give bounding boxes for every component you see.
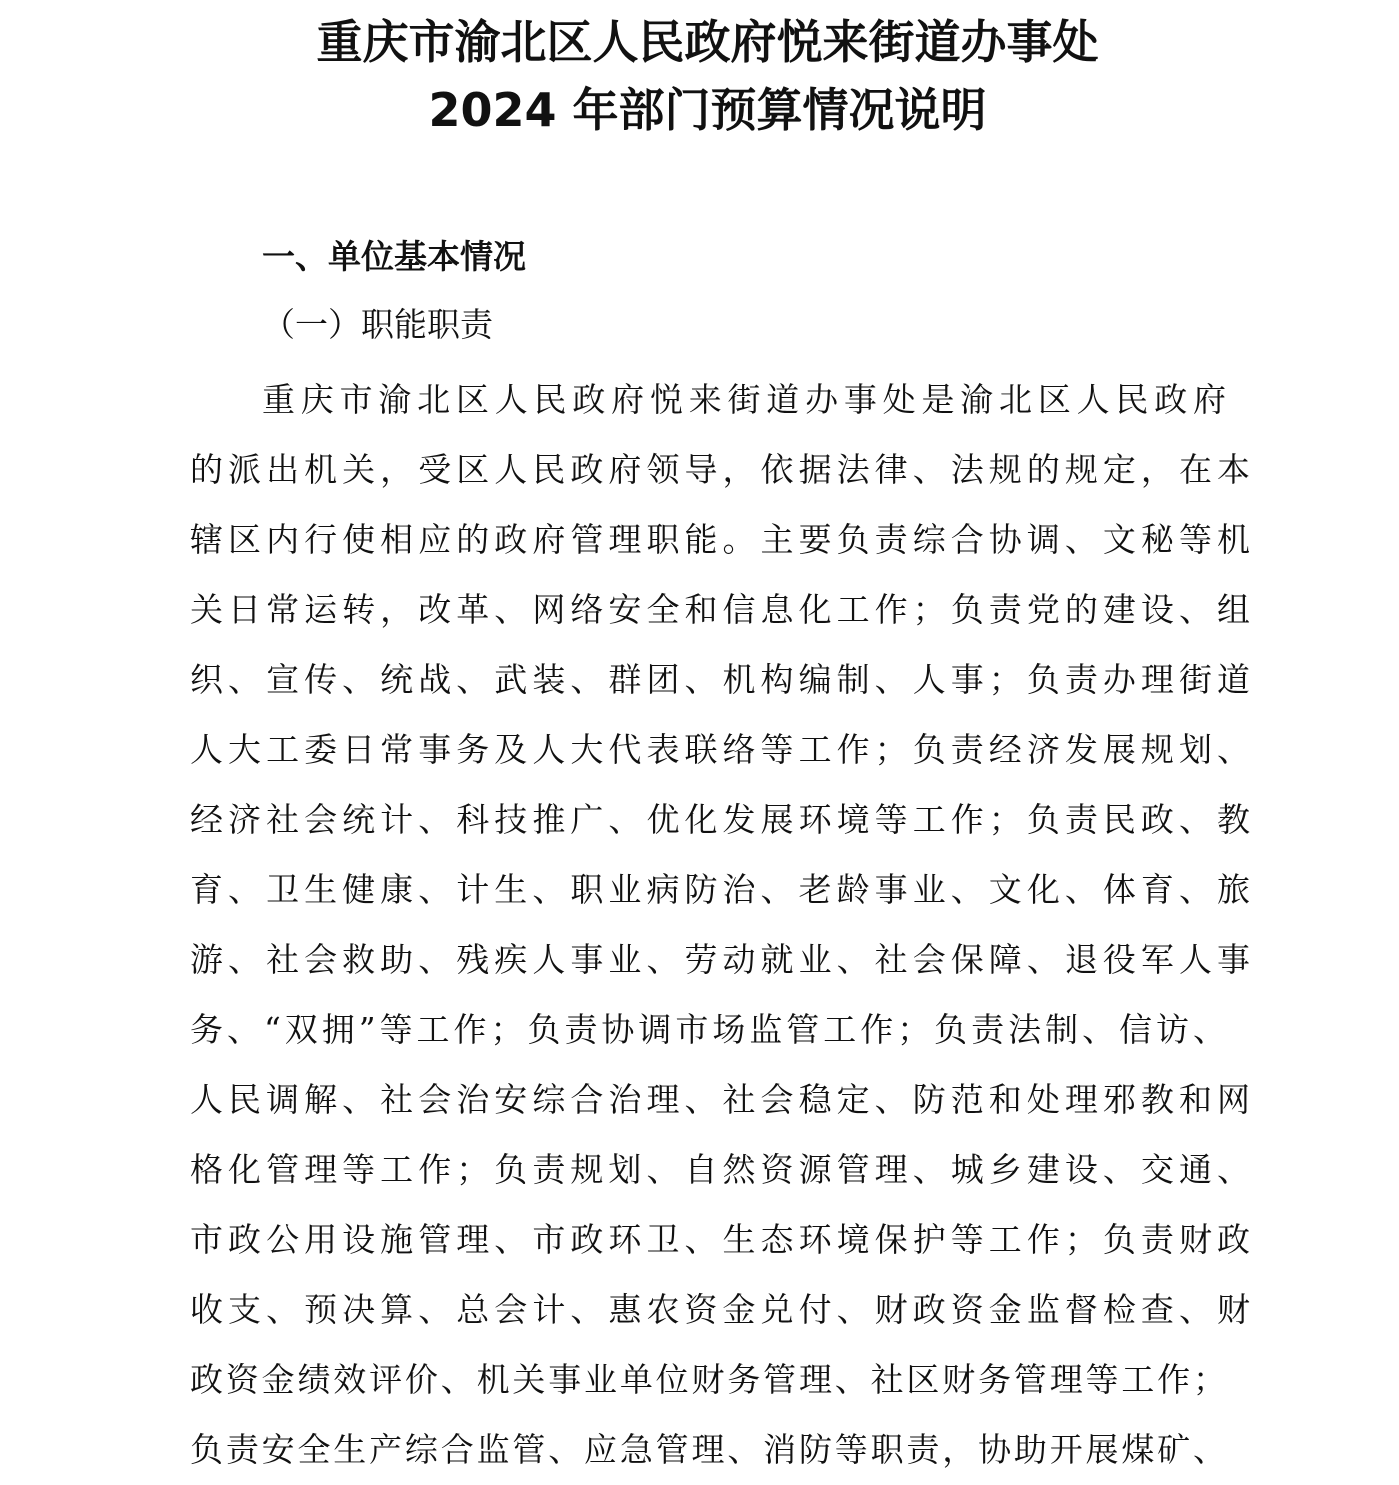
paragraph-line: 的派出机关，受区人民政府领导，依据法律、法规的规定，在本	[190, 450, 1250, 489]
paragraph-line: 重庆市渝北区人民政府悦来街道办事处是渝北区人民政府	[262, 380, 1226, 419]
paragraph-line: 市政公用设施管理、市政环卫、生态环境保护等工作；负责财政	[190, 1220, 1250, 1259]
paragraph-line: 人民调解、社会治安综合治理、社会稳定、防范和处理邪教和网	[190, 1080, 1250, 1119]
section-heading: 一、单位基本情况	[262, 237, 526, 276]
paragraph-line: 游、社会救助、残疾人事业、劳动就业、社会保障、退役军人事	[190, 940, 1250, 979]
paragraph-line: 辖区内行使相应的政府管理职能。主要负责综合协调、文秘等机	[190, 520, 1250, 559]
paragraph-line: 政资金绩效评价、机关事业单位财务管理、社区财务管理等工作；	[190, 1360, 1226, 1399]
paragraph-line: 格化管理等工作；负责规划、自然资源管理、城乡建设、交通、	[190, 1150, 1250, 1189]
paragraph-line: 育、卫生健康、计生、职业病防治、老龄事业、文化、体育、旅	[190, 870, 1250, 909]
document-title-line-1: 重庆市渝北区人民政府悦来街道办事处	[316, 15, 1099, 69]
paragraph-line: 人大工委日常事务及人大代表联络等工作；负责经济发展规划、	[190, 730, 1250, 769]
paragraph-line: 收支、预决算、总会计、惠农资金兑付、财政资金监督检查、财	[190, 1290, 1250, 1329]
paragraph-line: 关日常运转，改革、网络安全和信息化工作；负责党的建设、组	[190, 590, 1250, 629]
paragraph-line: 经济社会统计、科技推广、优化发展环境等工作；负责民政、教	[190, 800, 1250, 839]
subsection-heading: （一）职能职责	[262, 305, 493, 344]
paragraph-line: 务、“双拥”等工作；负责协调市场监管工作；负责法制、信访、	[190, 1010, 1226, 1049]
paragraph-line: 负责安全生产综合监管、应急管理、消防等职责，协助开展煤矿、	[190, 1430, 1226, 1469]
paragraph-line: 织、宣传、统战、武装、群团、机构编制、人事；负责办理街道	[190, 660, 1250, 699]
document-title-line-2: 2024 年部门预算情况说明	[428, 83, 987, 137]
